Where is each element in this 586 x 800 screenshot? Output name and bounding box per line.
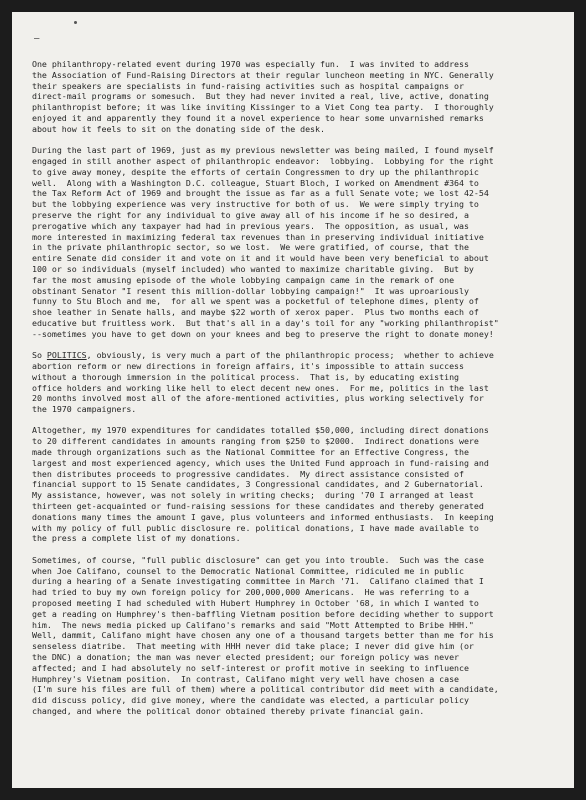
paragraph-line: largest and most experienced agency, which uses the United Fund approach in fund-raising and bbox=[32, 457, 489, 468]
paragraph-line: --sometimes you have to get down on your knees and beg to preserve the right to donate money! bbox=[32, 328, 494, 339]
paragraph-line: the Association of Fund-Raising Directors at their regular luncheon meeting in NYC. Generally bbox=[32, 69, 494, 80]
paragraph-line: 100 or so individuals (myself included) who wanted to maximize charitable giving. But by bbox=[32, 263, 474, 274]
paragraph-fundraising-luncheon bbox=[32, 59, 560, 135]
paragraph-line: abortion reform or new directions in foreign affairs, it's impossible to attain success bbox=[32, 360, 464, 371]
paragraph-line: the press a complete list of my donations. bbox=[32, 533, 241, 544]
paragraph-line: entire Senate did consider it and vote on it and it would have been very beneficial to about bbox=[32, 253, 489, 264]
paragraph-line: more interested in maximizing federal tax revenues than in preserving individual initiative bbox=[32, 231, 484, 242]
paragraph-line: engaged in still another aspect of philanthropic endeavor: lobbying. Lobbying for the right bbox=[32, 155, 494, 166]
paragraph-line: So POLITICS, obviously, is very much a part of the philanthropic process; whether to achieve bbox=[32, 350, 494, 361]
paragraph-line: when Joe Califano, counsel to the Democratic National Committee, ridiculed me in public bbox=[32, 565, 464, 576]
paragraph-lobbying bbox=[32, 145, 560, 339]
paragraph-line: affected; and I had absolutely no self-interest or profit motive in seeking to influence bbox=[32, 662, 469, 673]
paragraph-line: prerogative which any taxpayer had had in previous years. The opposition, as usual, was bbox=[32, 220, 469, 231]
paragraph-line: One philanthropy-related event during 1970 was especially fun. I was invited to address bbox=[32, 59, 469, 69]
politics-underlined-word: POLITICS bbox=[46, 350, 87, 361]
paragraph-line: enjoyed it and apparently they found it a novel experience to hear some unvarnished remarks bbox=[32, 112, 484, 123]
scan-speck bbox=[74, 21, 77, 24]
newsletter-body bbox=[32, 59, 560, 727]
paragraph-line: funny to Stu Bloch and me, for all we spent was a pocketful of telephone dimes, plenty of bbox=[32, 296, 479, 307]
paragraph-line: had tried to buy my own foreign policy for 200,000,000 Americans. He was referring to a bbox=[32, 587, 469, 598]
top-mark: – bbox=[34, 34, 40, 44]
paragraph-line: him. The news media picked up Califano's remarks and said "Mott Attempted to Bribe HHH." bbox=[32, 619, 474, 630]
paragraph-line: far the most amusing episode of the whole lobbying campaign came in the remark of one bbox=[32, 274, 455, 285]
paragraph-line: philanthropist before; it was like inviting Kissinger to a Viet Cong tea party. I thoroughly bbox=[32, 102, 494, 113]
paragraph-line: direct-mail programs or somesuch. But they had never invited a real, live, active, donating bbox=[32, 91, 489, 102]
paragraph-line: about how it feels to sit on the donating side of the desk. bbox=[32, 123, 325, 134]
paragraph-line: 20 months involved most all of the afore-mentioned activities, plus working selectively for bbox=[32, 393, 484, 404]
paragraph-line: (I'm sure his files are full of them) where a political contributor did meet with a candidate, bbox=[32, 684, 499, 695]
paragraph-line: obstinant Senator "I resent this million-dollar lobbying campaign!" It was uproariously bbox=[32, 285, 469, 296]
paragraph-line: made through organizations such as the National Committee for an Effective Congress, the bbox=[32, 447, 469, 458]
paragraph-line: did discuss policy, did give money, where the candidate was elected, a particular policy bbox=[32, 695, 469, 706]
paragraph-line: thirteen get-acquainted or fund-raising sessions for these candidates and thereby generated bbox=[32, 501, 484, 512]
paragraph-line: Altogether, my 1970 expenditures for candidates totalled $50,000, including direct donations bbox=[32, 425, 489, 436]
paragraph-line: financial support to 15 Senate candidates, 3 Congressional candidates, and 2 Gubernatorial. bbox=[32, 479, 484, 490]
paragraph-line: with my policy of full public disclosure re. political donations, I have made available to bbox=[32, 522, 479, 533]
paragraph-line: Humphrey's Vietnam position. In contrast, Califano might very well have chosen a case bbox=[32, 673, 460, 684]
paragraph-line: educative but fruitless work. But that's all in a day's toil for any "working philanthropist" bbox=[32, 317, 499, 328]
document-page bbox=[12, 12, 574, 788]
paragraph-line: but the lobbying experience was very instructive for both of us. We were simply trying to bbox=[32, 199, 479, 210]
paragraph-line: During the last part of 1969, just as my previous newsletter was being mailed, I found myself bbox=[32, 145, 494, 156]
paragraph-line: well. Along with a Washington D.C. colleague, Stuart Bloch, I worked on Amendment #364 to bbox=[32, 177, 479, 188]
paragraph-line: preserve the right for any individual to give away all of his income if he so desired, a bbox=[32, 209, 469, 220]
paragraph-politics bbox=[32, 350, 560, 415]
paragraph-line: the DNC) a donation; the man was never elected president; our foreign policy was never bbox=[32, 652, 460, 663]
paragraph-line: My assistance, however, was not solely in writing checks; during '70 I arranged at least bbox=[32, 490, 474, 501]
paragraph-line: senseless diatribe. That meeting with HHH never did take place; I never did give him (or bbox=[32, 641, 474, 652]
paragraph-line: changed, and where the political donor obtained thereby private financial gain. bbox=[32, 706, 425, 716]
paragraph-line: the 1970 campaigners. bbox=[32, 404, 137, 415]
paragraph-line: to give away money, despite the efforts of certain Congressmen to dry up the philanthropic bbox=[32, 166, 479, 177]
paragraph-line: donations many times the amount I gave, plus volunteers and informed enthusiasts. In keeping bbox=[32, 511, 494, 522]
paragraph-line: during a hearing of a Senate investigating committee in March '71. Califano claimed that I bbox=[32, 576, 484, 587]
paragraph-line: then distributes proceeds to progressive candidates. My direct assistance consisted of bbox=[32, 468, 464, 479]
paragraph-califano bbox=[32, 555, 560, 717]
paragraph-line: shoe leather in Senate halls, and maybe $22 worth of xerox paper. Plus two months each of bbox=[32, 307, 479, 318]
paragraph-line: Sometimes, of course, "full public disclosure" can get you into trouble. Such was the case bbox=[32, 554, 484, 565]
paragraph-line: get a reading on Humphrey's then-baffling Vietnam position before deciding whether to support bbox=[32, 608, 494, 619]
paragraph-line: office holders and working like hell to elect decent new ones. For me, politics in the last bbox=[32, 382, 489, 393]
paragraph-line: proposed meeting I had scheduled with Hubert Humphrey in October '68, in which I wanted to bbox=[32, 598, 479, 609]
paragraph-line: without a thorough immersion in the political process. That is, by educating existing bbox=[32, 371, 460, 382]
paragraph-line: the Tax Reform Act of 1969 and brought the issue as far as a full Senate vote; we lost 42-54 bbox=[32, 188, 489, 199]
paragraph-line: their speakers are specialists in fund-raising activities such as hospital campaigns or bbox=[32, 80, 464, 91]
paragraph-line: in the private philanthropic sector, so we lost. We were gratified, of course, that the bbox=[32, 242, 469, 253]
paragraph-line: to 20 different candidates in amounts ranging from $250 to $2000. Indirect donations were bbox=[32, 436, 479, 447]
paragraph-politics-rest bbox=[32, 361, 560, 415]
paragraph-line: Well, dammit, Califano might have chosen any one of a thousand targets better than me for his bbox=[32, 630, 494, 641]
paragraph-expenditures bbox=[32, 425, 560, 544]
